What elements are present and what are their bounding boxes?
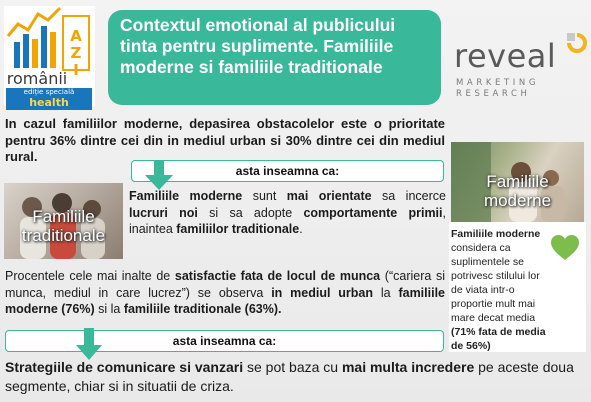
slide-title: Contextul emotional al publicului tinta pentru suplimente. Familiile moderne si familiile traditionale [120, 15, 396, 77]
logo-banner-bottom: health [29, 96, 69, 109]
callout-meaning-1-text: asta inseamna ca: [235, 164, 340, 178]
logo-banner [6, 88, 92, 110]
callout-meaning-2 [5, 330, 444, 352]
logo-banner-top: ediție specială [23, 88, 75, 96]
callout-meaning-1 [131, 160, 444, 182]
arrow-down-icon [76, 328, 102, 360]
side-note-supplements [449, 222, 586, 352]
photo-modern-families [451, 142, 584, 222]
arrow-down-icon [145, 160, 173, 190]
reveal-wordmark: reveal [454, 37, 557, 75]
paragraph-modern-orientation: Familiile moderne sunt mai orientate sa incerce lucruri noi si sa adopte comportamente primii, inaintea familiilor traditionale. [129, 189, 446, 236]
paragraph-job-satisfaction: Procentele cele mai inalte de satisfactie fata de locul de munca (“cariera si munca, mediul in care lucrez”) se observa in mediul urban la familiile moderne (76%) si la familiile traditionale (63%). [5, 269, 446, 316]
reveal-circle-icon [566, 32, 588, 54]
photo-traditional-families [4, 183, 123, 259]
title-box [108, 10, 441, 105]
reveal-subtitle: MARKETING RESEARCH [456, 78, 540, 99]
photo-traditional-label: Familiile traditionale [21, 207, 106, 245]
heart-icon [551, 235, 579, 261]
paragraph-modern-obstacles: In cazul familiilor moderne, depasirea obstacolelor este o prioritate pentru 36% dintre cei din in mediul urban si 30% dintre cei din mediul rural. [5, 116, 445, 164]
callout-meaning-2-text: asta inseamna ca: [172, 334, 277, 348]
logo-wordmark: românii [6, 69, 68, 88]
side-note-text: Familiile moderne considera ca suplimentele se potrivesc stilului lor de viata intr-o proportie mult mai mare decat media (71% fata de media de 56%) [451, 228, 546, 352]
reveal-logo [452, 38, 587, 108]
logo-azi-letters: A Z I [70, 27, 82, 79]
photo-modern-label: Familiile moderne [483, 172, 552, 210]
paragraph-strategies: Strategiile de comunicare si vanzari se pot baza cu mai multa incredere pe aceste doua segmente, chiar si in situatii de criza. [5, 359, 574, 394]
romanii-azi-logo [4, 6, 95, 109]
